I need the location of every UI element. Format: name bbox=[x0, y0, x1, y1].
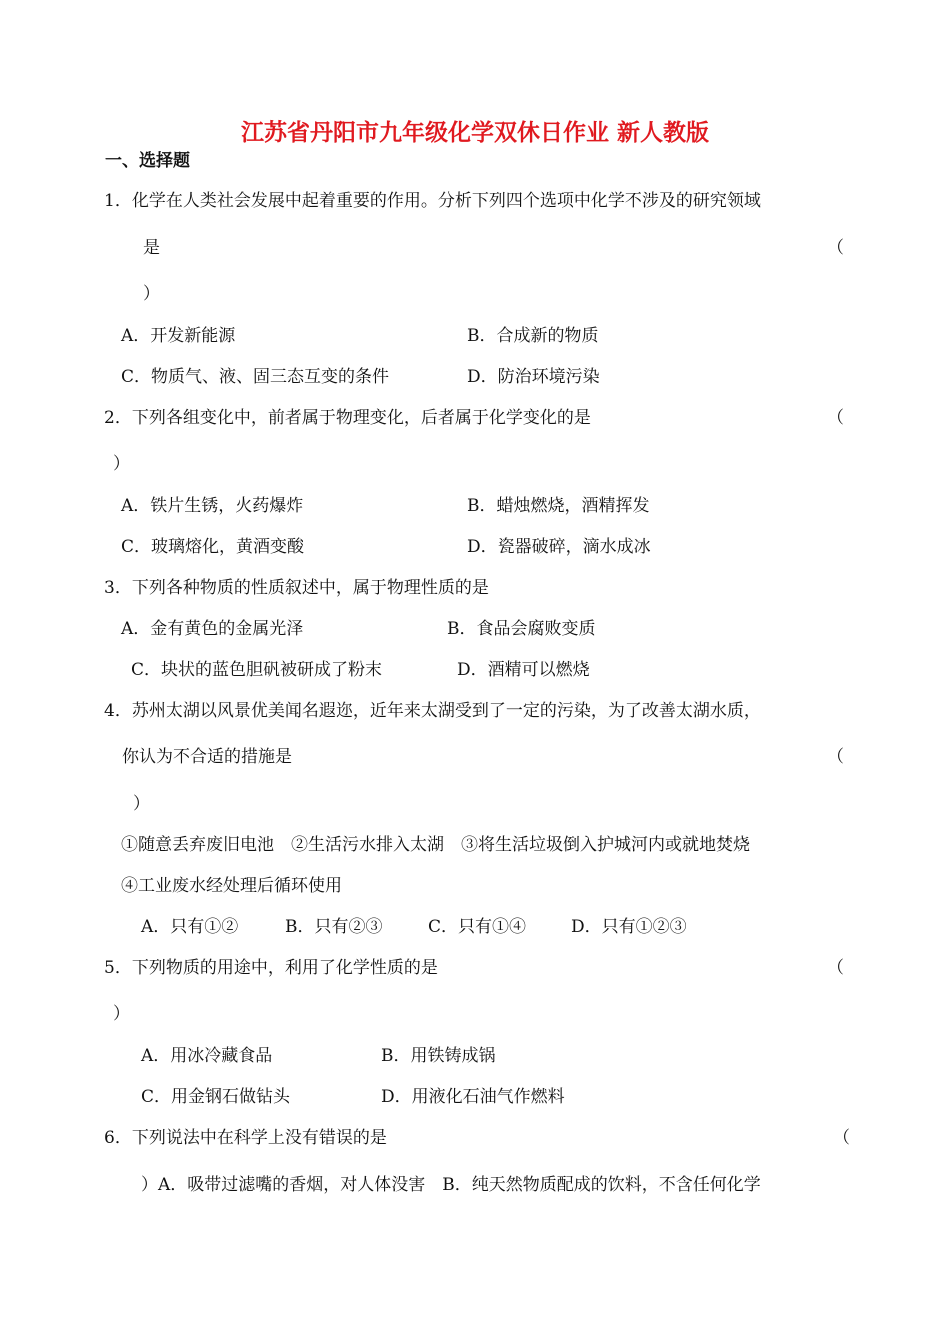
q2-option-a: A．铁片生锈，火药爆炸 bbox=[121, 496, 304, 516]
q2-option-d: D．瓷器破碎，滴水成冰 bbox=[467, 537, 651, 557]
q3-stem: 3．下列各种物质的性质叙述中，属于物理性质的是 bbox=[104, 578, 489, 598]
q1-paren-open: （ bbox=[827, 238, 844, 258]
q1-option-a: A．开发新能源 bbox=[121, 326, 236, 346]
q1-stem-cont: 是 bbox=[143, 238, 160, 258]
q2-paren-close: ） bbox=[113, 454, 130, 474]
q5-option-d: D．用液化石油气作燃料 bbox=[381, 1087, 565, 1107]
section-heading: 一、选择题 bbox=[105, 151, 190, 171]
q5-option-c: C．用金钢石做钻头 bbox=[141, 1087, 291, 1107]
q4-option-a: A．只有①② bbox=[141, 917, 239, 937]
q4-stem-cont: 你认为不合适的措施是 bbox=[122, 747, 292, 767]
q1-option-b: B．合成新的物质 bbox=[467, 326, 599, 346]
document-title: 江苏省丹阳市九年级化学双休日作业 新人教版 bbox=[240, 120, 709, 146]
q2-paren-open: （ bbox=[827, 408, 844, 428]
q6-stem: 6．下列说法中在科学上没有错误的是 bbox=[104, 1128, 387, 1148]
q1-stem: 1．化学在人类社会发展中起着重要的作用。分析下列四个选项中化学不涉及的研究领域 bbox=[104, 191, 761, 211]
q2-stem: 2．下列各组变化中，前者属于物理变化，后者属于化学变化的是 bbox=[104, 408, 591, 428]
q1-option-c: C．物质气、液、固三态互变的条件 bbox=[121, 367, 390, 387]
q2-option-c: C．玻璃熔化，黄酒变酸 bbox=[121, 537, 305, 557]
q2-option-b: B．蜡烛燃烧，酒精挥发 bbox=[467, 496, 650, 516]
q3-option-b: B．食品会腐败变质 bbox=[447, 619, 596, 639]
q1-option-d: D．防治环境污染 bbox=[467, 367, 600, 387]
q3-option-c: C．块状的蓝色胆矾被研成了粉末 bbox=[131, 660, 383, 680]
q6-line2: ）A．吸带过滤嘴的香烟，对人体没害 B．纯天然物质配成的饮料，不含任何化学 bbox=[141, 1175, 761, 1195]
q4-option-b: B．只有②③ bbox=[285, 917, 383, 937]
q4-stem: 4．苏州太湖以风景优美闻名遐迩，近年来太湖受到了一定的污染，为了改善太湖水质， bbox=[104, 701, 761, 721]
q4-paren-open: （ bbox=[827, 747, 844, 767]
q5-stem: 5．下列物质的用途中，利用了化学性质的是 bbox=[104, 958, 438, 978]
q3-option-a: A．金有黄色的金属光泽 bbox=[121, 619, 304, 639]
q4-items-line1: ①随意丢弃废旧电池 ②生活污水排入太湖 ③将生活垃圾倒入护城河内或就地焚烧 bbox=[121, 835, 750, 855]
q4-paren-close: ） bbox=[133, 794, 150, 814]
q4-items-line2: ④工业废水经处理后循环使用 bbox=[121, 876, 342, 896]
q4-option-d: D．只有①②③ bbox=[571, 917, 687, 937]
q5-paren-open: （ bbox=[827, 958, 844, 978]
q5-option-a: A．用冰冷藏食品 bbox=[141, 1046, 273, 1066]
q6-paren-open: （ bbox=[833, 1128, 850, 1148]
q3-option-d: D．酒精可以燃烧 bbox=[457, 660, 590, 680]
q5-paren-close: ） bbox=[113, 1004, 130, 1024]
q5-option-b: B．用铁铸成锅 bbox=[381, 1046, 496, 1066]
q4-option-c: C．只有①④ bbox=[428, 917, 527, 937]
q1-paren-close: ） bbox=[143, 284, 160, 304]
